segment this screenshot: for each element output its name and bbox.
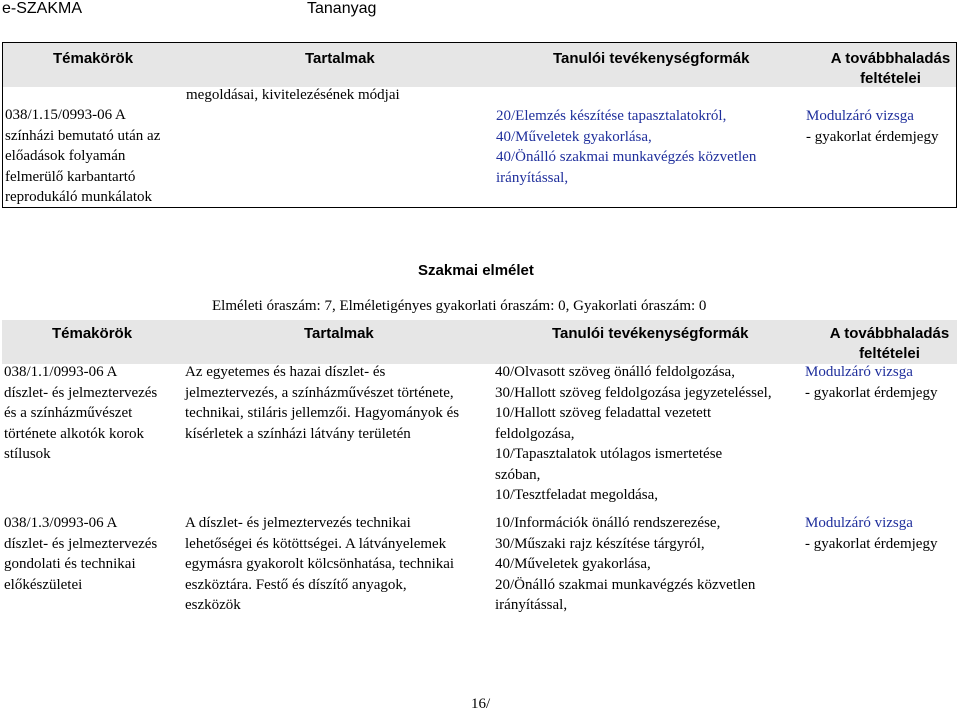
col-header-activities-2: Tanulói tevékenységformák: [552, 325, 749, 342]
page-number: 16/: [471, 696, 491, 712]
section-subtitle: Elméleti óraszám: 7, Elméletigényes gyakorlati óraszám: 0, Gyakorlati óraszám: 0: [212, 298, 707, 314]
col-header-conditions: A továbbhaladás feltételei: [830, 50, 951, 87]
col-header-contents: Tartalmak: [305, 50, 375, 67]
header-left: e-SZAKMA: [2, 0, 83, 17]
row-2-condition-grade: - gyakorlat érdemjegy: [805, 536, 938, 552]
table-2-header-band: [2, 320, 957, 364]
section-title: Szakmai elmélet: [418, 262, 534, 279]
activities-cell: 20/Elemzés készítése tapasztalatokról, 40/Műveletek gyakorlása, 40/Önálló szakmai munkavégzés közvetlen irányítással,: [496, 108, 757, 186]
row-2-activities: 10/Információk önálló rendszerezése, 30/Műszaki rajz készítése tárgyról, 40/Műveletek gyakorlása, 20/Önálló szakmai munkavégzés közvetlen irányítással,: [495, 515, 756, 613]
col-header-conditions-2: A továbbhaladás feltételei: [829, 325, 950, 362]
row-2-topic: 038/1.3/0993-06 A díszlet- és jelmeztervezés gondolati és technikai előkészületei: [4, 515, 158, 593]
row-2-condition-exam: Modulzáró vizsga: [805, 515, 913, 531]
header-right: Tananyag: [307, 0, 377, 17]
row-1-content: Az egyetemes és hazai díszlet- és jelmeztervezés, a színházművészet története, technikai, stiláris jellemzői. Hagyományok és kísérletek a színházi látvány területén: [185, 364, 460, 442]
topic-cell: 038/1.15/0993-06 A színházi bemutató után az előadások folyamán felmerülő karbantartó reprodukáló munkálatok: [5, 107, 161, 205]
row-1-condition-grade: - gyakorlat érdemjegy: [805, 385, 938, 401]
row-1-activities: 40/Olvasott szöveg önálló feldolgozása, 30/Hallott szöveg feldolgozása jegyzeteléssel, 10/Hallott szöveg feladattal vezetett feldolgozása, 10/Tapasztalatok utólagos ismertetése szóban, 10/Tesztfeladat megoldása,: [495, 364, 772, 503]
condition-exam: Modulzáró vizsga: [806, 108, 914, 124]
col-header-contents-2: Tartalmak: [304, 325, 374, 342]
col-header-topics: Témakörök: [53, 50, 134, 67]
condition-grade: - gyakorlat érdemjegy: [806, 129, 939, 145]
table-2-header: [2, 320, 957, 364]
table-1-header-band: [3, 43, 956, 87]
page-header: [0, 0, 959, 22]
table-1: [2, 42, 957, 208]
content-tail: megoldásai, kivitelezésének módjai: [186, 87, 400, 103]
col-header-activities: Tanulói tevékenységformák: [553, 50, 750, 67]
row-1-condition-exam: Modulzáró vizsga: [805, 364, 913, 380]
row-1-topic: 038/1.1/0993-06 A díszlet- és jelmeztervezés és a színházművészet története alkotók korok stílusok: [4, 364, 158, 462]
row-2-content: A díszlet- és jelmeztervezés technikai lehetőségei és kötöttségei. A látványelemek egymásra gyakorolt kölcsönhatása, technikai eszköztára. Festő és díszítő anyagok, eszközök: [185, 515, 455, 613]
col-header-topics-2: Témakörök: [52, 325, 133, 342]
